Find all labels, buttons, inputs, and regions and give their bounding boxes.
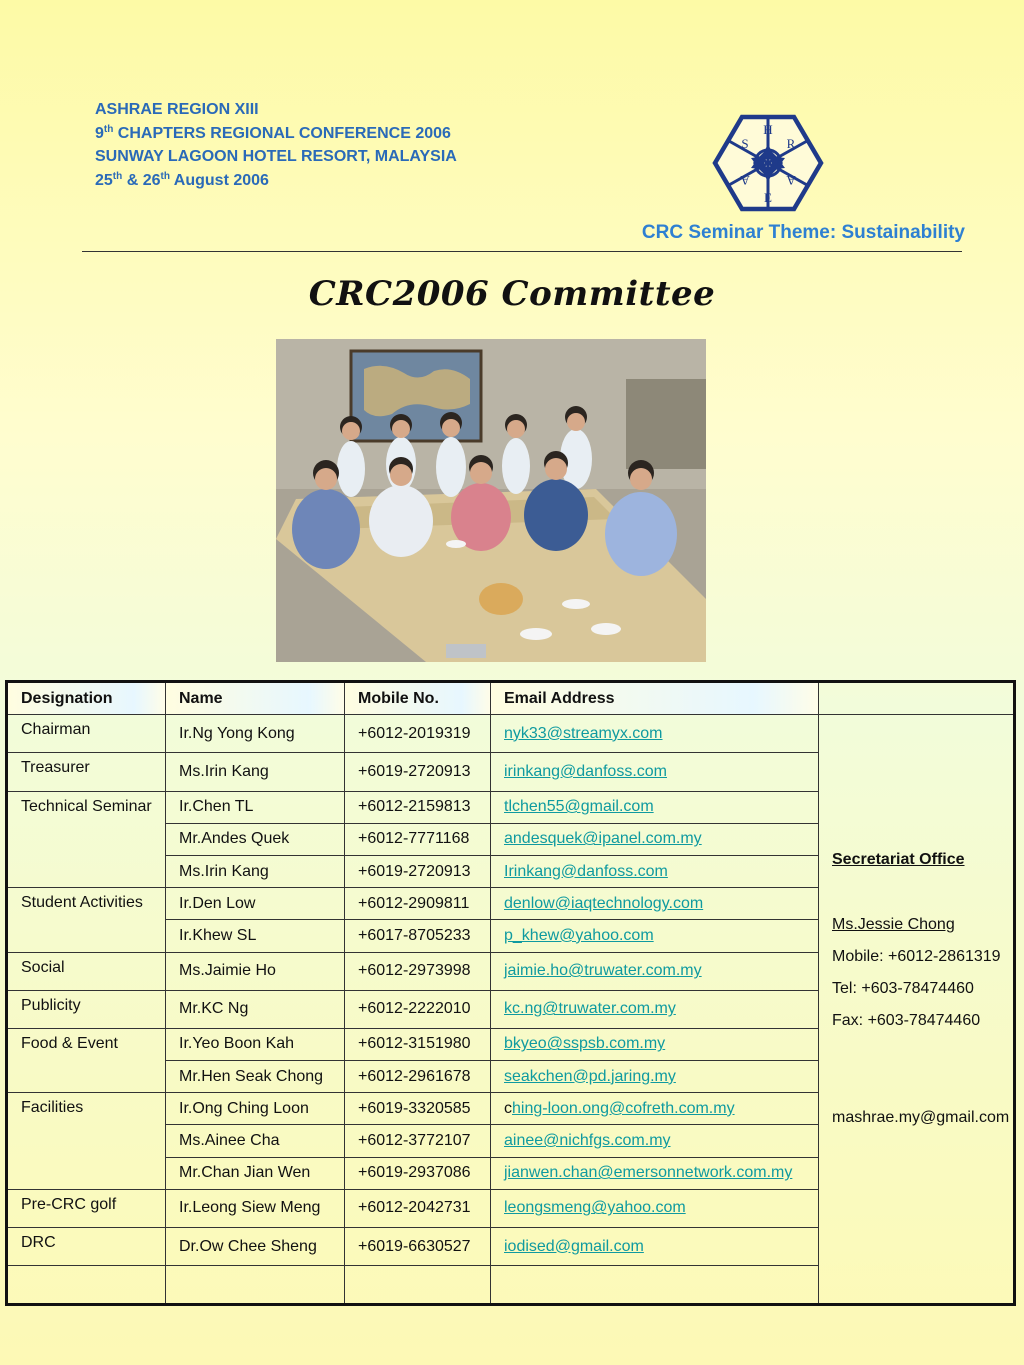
table-row — [7, 888, 1015, 920]
email-cell[interactable]: iodised@gmail.com — [491, 1228, 819, 1266]
email-cell[interactable]: andesquek@ipanel.com.my — [491, 823, 819, 855]
email-cell[interactable]: leongsmeng@yahoo.com — [491, 1189, 819, 1227]
mobile-cell: +6012-2222010 — [345, 990, 491, 1028]
header-conference: 9th CHAPTERS REGIONAL CONFERENCE 2006 — [95, 123, 451, 142]
email-cell[interactable]: seakchen@pd.jaring.my — [491, 1061, 819, 1093]
table-row — [7, 791, 1015, 823]
mobile-cell — [345, 1266, 491, 1305]
name-cell: Dr.Ow Chee Sheng — [166, 1228, 345, 1266]
email-cell[interactable]: ainee@nichfgs.com.my — [491, 1125, 819, 1157]
designation-cell: Food & Event — [7, 1028, 166, 1092]
secretariat-panel — [819, 682, 1015, 1126]
name-cell: Ms.Irin Kang — [166, 753, 345, 791]
secretariat-person: Ms.Jessie Chong — [832, 916, 955, 933]
email-cell[interactable]: Irinkang@danfoss.com — [491, 855, 819, 887]
email-cell[interactable]: jianwen.chan@emersonnetwork.com.my — [491, 1157, 819, 1189]
mobile-cell: +6019-3320585 — [345, 1093, 491, 1125]
name-cell: Ir.Ong Ching Loon — [166, 1093, 345, 1125]
name-cell: Mr.Hen Seak Chong — [166, 1061, 345, 1093]
mobile-cell: +6012-3772107 — [345, 1125, 491, 1157]
mobile-cell: +6012-2019319 — [345, 715, 491, 753]
mobile-cell: +6012-2961678 — [345, 1061, 491, 1093]
name-cell: Ir.Chen TL — [166, 791, 345, 823]
name-cell: Ir.Ng Yong Kong — [166, 715, 345, 753]
name-cell: Mr.Chan Jian Wen — [166, 1157, 345, 1189]
mobile-cell: +6012-2973998 — [345, 952, 491, 990]
mobile-cell: +6012-2042731 — [345, 1189, 491, 1227]
table-row — [7, 1228, 1015, 1266]
designation-cell: Facilities — [7, 1093, 166, 1190]
header-designation: Designation — [7, 682, 166, 715]
name-cell — [166, 1266, 345, 1305]
logo-letter-h: H — [763, 122, 773, 137]
name-cell: Mr.Andes Quek — [166, 823, 345, 855]
secretariat-mobile: Mobile: +6012-2861319 — [832, 948, 1001, 965]
conference-header — [95, 98, 655, 192]
designation-cell: Pre-CRC golf — [7, 1189, 166, 1227]
header-name: Name — [166, 682, 345, 715]
table-row — [7, 753, 1015, 791]
email-cell[interactable]: ching-loon.ong@cofreth.com.my — [491, 1093, 819, 1125]
header-region: ASHRAE REGION XIII — [95, 101, 259, 118]
email-cell[interactable]: kc.ng@truwater.com.my — [491, 990, 819, 1028]
email-cell[interactable]: nyk33@streamyx.com — [491, 715, 819, 753]
name-cell: Ir.Den Low — [166, 888, 345, 920]
committee-photo — [276, 339, 706, 662]
logo-letter-r: R — [786, 136, 796, 151]
logo-letter-e: E — [764, 190, 772, 205]
designation-cell: Chairman — [7, 715, 166, 753]
header-email: Email Address — [491, 682, 819, 715]
name-cell: Mr.KC Ng — [166, 990, 345, 1028]
designation-cell: Social — [7, 952, 166, 990]
secretariat-tel: Tel: +603-78474460 — [832, 980, 974, 997]
secretariat-fax: Fax: +603-78474460 — [832, 1012, 981, 1029]
designation-cell: Treasurer — [7, 753, 166, 791]
committee-table — [5, 680, 1016, 1306]
name-cell: Ir.Leong Siew Meng — [166, 1189, 345, 1227]
mobile-cell: +6019-2720913 — [345, 855, 491, 887]
table-row — [7, 1266, 1015, 1305]
mobile-cell: +6019-2720913 — [345, 753, 491, 791]
email-cell[interactable]: p_khew@yahoo.com — [491, 920, 819, 952]
designation-cell — [7, 1266, 166, 1305]
logo-letter-a-left: A — [740, 173, 750, 188]
designation-cell: DRC — [7, 1228, 166, 1266]
name-cell: Ms.Ainee Cha — [166, 1125, 345, 1157]
table-header-row — [7, 682, 1015, 715]
mobile-cell: +6017-8705233 — [345, 920, 491, 952]
email-cell[interactable]: irinkang@danfoss.com — [491, 753, 819, 791]
mobile-cell: +6012-2159813 — [345, 791, 491, 823]
secretariat-email[interactable]: mashrae.my@gmail.com — [832, 1109, 1010, 1126]
email-cell[interactable] — [491, 1266, 819, 1305]
mobile-cell: +6012-7771168 — [345, 823, 491, 855]
page-title: CRC2006 Committee — [308, 274, 716, 314]
ashrae-logo — [712, 114, 824, 212]
seminar-theme: CRC Seminar Theme: Sustainability — [641, 222, 965, 243]
logo-letter-a-right: A — [786, 173, 796, 188]
mobile-cell: +6012-3151980 — [345, 1028, 491, 1060]
email-cell[interactable]: denlow@iaqtechnology.com — [491, 888, 819, 920]
header-venue: SUNWAY LAGOON HOTEL RESORT, MALAYSIA — [95, 148, 457, 165]
name-cell: Ir.Khew SL — [166, 920, 345, 952]
email-cell[interactable]: bkyeo@sspsb.com.my — [491, 1028, 819, 1060]
table-row — [7, 1028, 1015, 1060]
email-cell[interactable]: jaimie.ho@truwater.com.my — [491, 952, 819, 990]
name-cell: Ms.Jaimie Ho — [166, 952, 345, 990]
header-divider — [82, 251, 962, 252]
logo-letter-s: S — [741, 136, 749, 151]
mobile-cell: +6012-2909811 — [345, 888, 491, 920]
name-cell: Ms.Irin Kang — [166, 855, 345, 887]
name-cell: Ir.Yeo Boon Kah — [166, 1028, 345, 1060]
table-row — [7, 1189, 1015, 1227]
email-cell[interactable]: tlchen55@gmail.com — [491, 791, 819, 823]
secretariat-title: Secretariat Office — [832, 851, 965, 868]
designation-cell: Student Activities — [7, 888, 166, 952]
table-row — [7, 715, 1015, 753]
header-mobile: Mobile No. — [345, 682, 491, 715]
designation-cell: Technical Seminar — [7, 791, 166, 888]
header-dates: 25th & 26th August 2006 — [95, 170, 269, 189]
mobile-cell: +6019-6630527 — [345, 1228, 491, 1266]
designation-cell: Publicity — [7, 990, 166, 1028]
mobile-cell: +6019-2937086 — [345, 1157, 491, 1189]
